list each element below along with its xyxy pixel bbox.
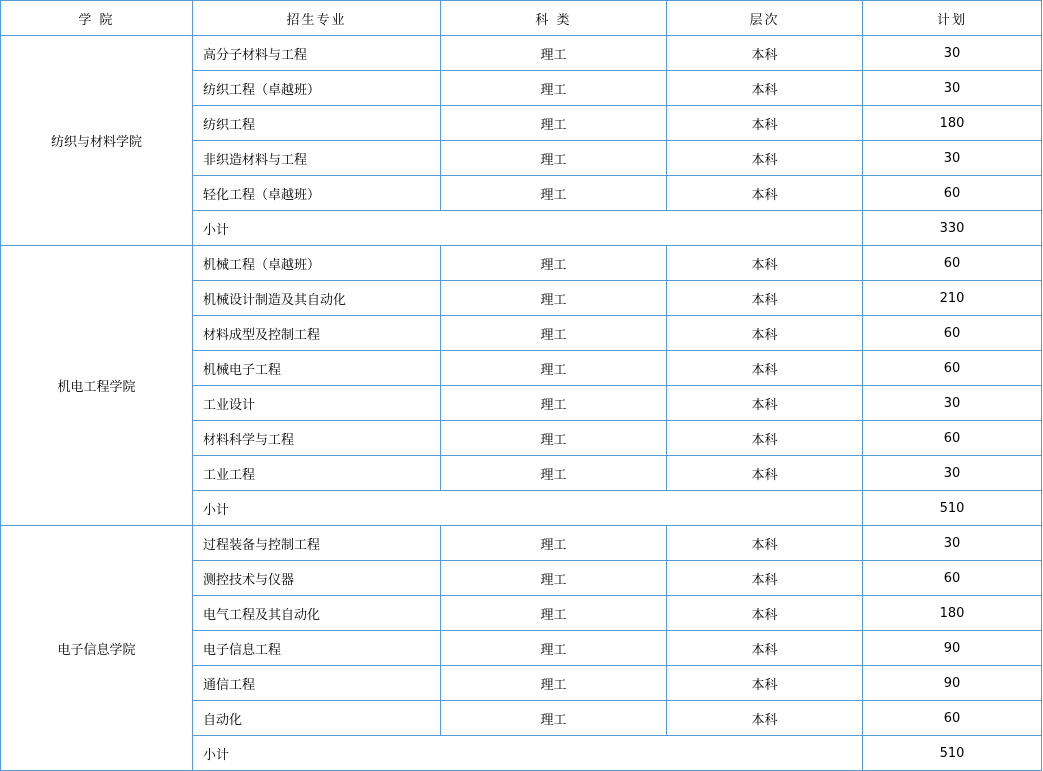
major-cell: 非织造材料与工程	[193, 141, 441, 176]
category-cell: 理工	[441, 141, 667, 176]
subtotal-value: 510	[863, 736, 1042, 771]
level-cell: 本科	[667, 351, 863, 386]
level-cell: 本科	[667, 561, 863, 596]
level-cell: 本科	[667, 666, 863, 701]
level-cell: 本科	[667, 246, 863, 281]
major-cell: 材料成型及控制工程	[193, 316, 441, 351]
college-name-cell: 电子信息学院	[1, 526, 193, 771]
plan-cell: 180	[863, 106, 1042, 141]
college-name-cell: 机电工程学院	[1, 246, 193, 526]
plan-cell: 60	[863, 246, 1042, 281]
plan-cell: 60	[863, 351, 1042, 386]
column-header-plan: 计划	[863, 1, 1042, 36]
level-cell: 本科	[667, 596, 863, 631]
level-cell: 本科	[667, 106, 863, 141]
level-cell: 本科	[667, 141, 863, 176]
plan-cell: 210	[863, 281, 1042, 316]
plan-cell: 60	[863, 176, 1042, 211]
category-cell: 理工	[441, 666, 667, 701]
major-cell: 纺织工程（卓越班）	[193, 71, 441, 106]
subtotal-label: 小计	[193, 491, 863, 526]
level-cell: 本科	[667, 701, 863, 736]
category-cell: 理工	[441, 281, 667, 316]
category-cell: 理工	[441, 631, 667, 666]
category-cell: 理工	[441, 246, 667, 281]
plan-cell: 30	[863, 456, 1042, 491]
plan-cell: 30	[863, 141, 1042, 176]
category-cell: 理工	[441, 316, 667, 351]
table-row	[1, 36, 1042, 71]
level-cell: 本科	[667, 631, 863, 666]
table-row	[1, 246, 1042, 281]
subtotal-value: 330	[863, 211, 1042, 246]
major-cell: 工业设计	[193, 386, 441, 421]
subtotal-label: 小计	[193, 211, 863, 246]
category-cell: 理工	[441, 456, 667, 491]
category-cell: 理工	[441, 71, 667, 106]
column-header-major: 招生专业	[193, 1, 441, 36]
major-cell: 测控技术与仪器	[193, 561, 441, 596]
major-cell: 机械工程（卓越班）	[193, 246, 441, 281]
level-cell: 本科	[667, 386, 863, 421]
category-cell: 理工	[441, 351, 667, 386]
plan-cell: 90	[863, 666, 1042, 701]
college-name-cell: 纺织与材料学院	[1, 36, 193, 246]
column-header-college: 学 院	[1, 1, 193, 36]
column-header-category: 科 类	[441, 1, 667, 36]
category-cell: 理工	[441, 701, 667, 736]
category-cell: 理工	[441, 596, 667, 631]
level-cell: 本科	[667, 71, 863, 106]
level-cell: 本科	[667, 316, 863, 351]
table-row	[1, 526, 1042, 561]
major-cell: 机械设计制造及其自动化	[193, 281, 441, 316]
level-cell: 本科	[667, 281, 863, 316]
category-cell: 理工	[441, 106, 667, 141]
subtotal-label: 小计	[193, 736, 863, 771]
table-header-row	[1, 1, 1042, 36]
major-cell: 过程装备与控制工程	[193, 526, 441, 561]
table-header	[1, 1, 1042, 36]
plan-cell: 60	[863, 561, 1042, 596]
plan-cell: 180	[863, 596, 1042, 631]
plan-cell: 90	[863, 631, 1042, 666]
plan-cell: 30	[863, 386, 1042, 421]
level-cell: 本科	[667, 36, 863, 71]
major-cell: 电子信息工程	[193, 631, 441, 666]
category-cell: 理工	[441, 421, 667, 456]
plan-cell: 30	[863, 36, 1042, 71]
category-cell: 理工	[441, 36, 667, 71]
subtotal-value: 510	[863, 491, 1042, 526]
major-cell: 工业工程	[193, 456, 441, 491]
category-cell: 理工	[441, 526, 667, 561]
major-cell: 自动化	[193, 701, 441, 736]
table-body	[1, 36, 1042, 771]
level-cell: 本科	[667, 421, 863, 456]
major-cell: 高分子材料与工程	[193, 36, 441, 71]
plan-cell: 30	[863, 526, 1042, 561]
major-cell: 电气工程及其自动化	[193, 596, 441, 631]
plan-cell: 60	[863, 701, 1042, 736]
plan-cell: 60	[863, 421, 1042, 456]
major-cell: 通信工程	[193, 666, 441, 701]
level-cell: 本科	[667, 526, 863, 561]
level-cell: 本科	[667, 456, 863, 491]
level-cell: 本科	[667, 176, 863, 211]
major-cell: 机械电子工程	[193, 351, 441, 386]
column-header-level: 层次	[667, 1, 863, 36]
major-cell: 纺织工程	[193, 106, 441, 141]
plan-cell: 60	[863, 316, 1042, 351]
category-cell: 理工	[441, 561, 667, 596]
major-cell: 材料科学与工程	[193, 421, 441, 456]
category-cell: 理工	[441, 176, 667, 211]
major-cell: 轻化工程（卓越班）	[193, 176, 441, 211]
category-cell: 理工	[441, 386, 667, 421]
plan-cell: 30	[863, 71, 1042, 106]
